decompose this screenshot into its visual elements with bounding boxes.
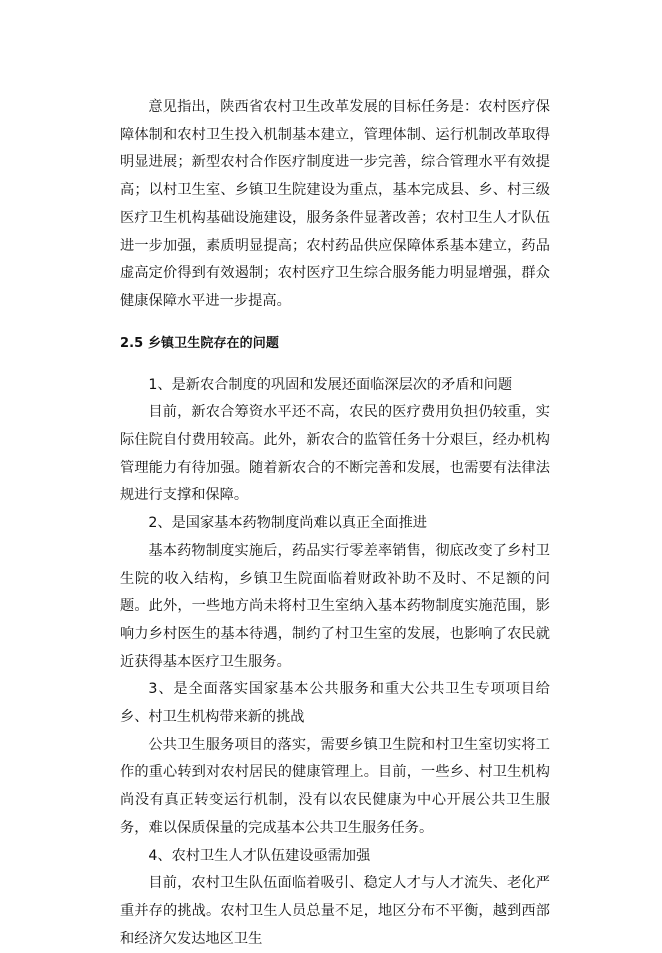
item-heading-3: 3、是全面落实国家基本公共服务和重大公共卫生专项项目给乡、村卫生机构带来新的挑战 — [120, 681, 550, 726]
item-heading-2: 2、是国家基本药物制度尚难以真正全面推进 — [148, 515, 427, 532]
item-body-3: 公共卫生服务项目的落实，需要乡镇卫生院和村卫生室切实将工作的重心转到对农村居民的健康管理上。目前，一些乡、村卫生机构尚没有真正转变运行机制，没有以农民健康为中心开展公共卫生服务，难以保质保量的完成基本公共卫生服务任务。 — [120, 736, 550, 836]
item-body-2: 基本药物制度实施后，药品实行零差率销售，彻底改变了乡村卫生院的收入结构，乡镇卫生院面临着财政补助不及时、不足额的问题。此外，一些地方尚未将村卫生室纳入基本药物制度实施范围，影响力乡村医生的基本待遇，制约了村卫生室的发展，也影响了农民就近获得基本医疗卫生服务。 — [120, 542, 550, 670]
item-heading-1: 1、是新农合制度的巩固和发展还面临深层次的矛盾和问题 — [148, 376, 513, 393]
section-heading: 2.5 乡镇卫生院存在的问题 — [120, 335, 279, 351]
item-body-4: 目前，农村卫生队伍面临着吸引、稳定人才与人才流失、老化严重并存的挑战。农村卫生人员总量不足，地区分布不平衡，越到西部和经济欠发达地区卫生 — [120, 875, 550, 947]
item-heading-4: 4、农村卫生人才队伍建设亟需加强 — [148, 847, 371, 864]
intro-paragraph: 意见指出，陕西省农村卫生改革发展的目标任务是：农村医疗保障体制和农村卫生投入机制基本建立，管理体制、运行机制改革取得明显进展；新型农村合作医疗制度进一步完善，综合管理水平有效提高；以村卫生室、乡镇卫生院建设为重点，基本完成县、乡、村三级医疗卫生机构基础设施建设，服务条件显著改善；农村卫生人才队伍进一步加强，素质明显提高；农村药品供应保障体系基本建立，药品虚高定价得到有效遏制；农村医疗卫生综合服务能力明显增强，群众健康保障水平进一步提高。 — [120, 99, 550, 309]
document-body — [120, 94, 550, 953]
item-body-1: 目前，新农合筹资水平还不高，农民的医疗费用负担仍较重，实际住院自付费用较高。此外，新农合的监管任务十分艰巨，经办机构管理能力有待加强。随着新农合的不断完善和发展，也需要有法律法规进行支撑和保障。 — [120, 404, 550, 504]
